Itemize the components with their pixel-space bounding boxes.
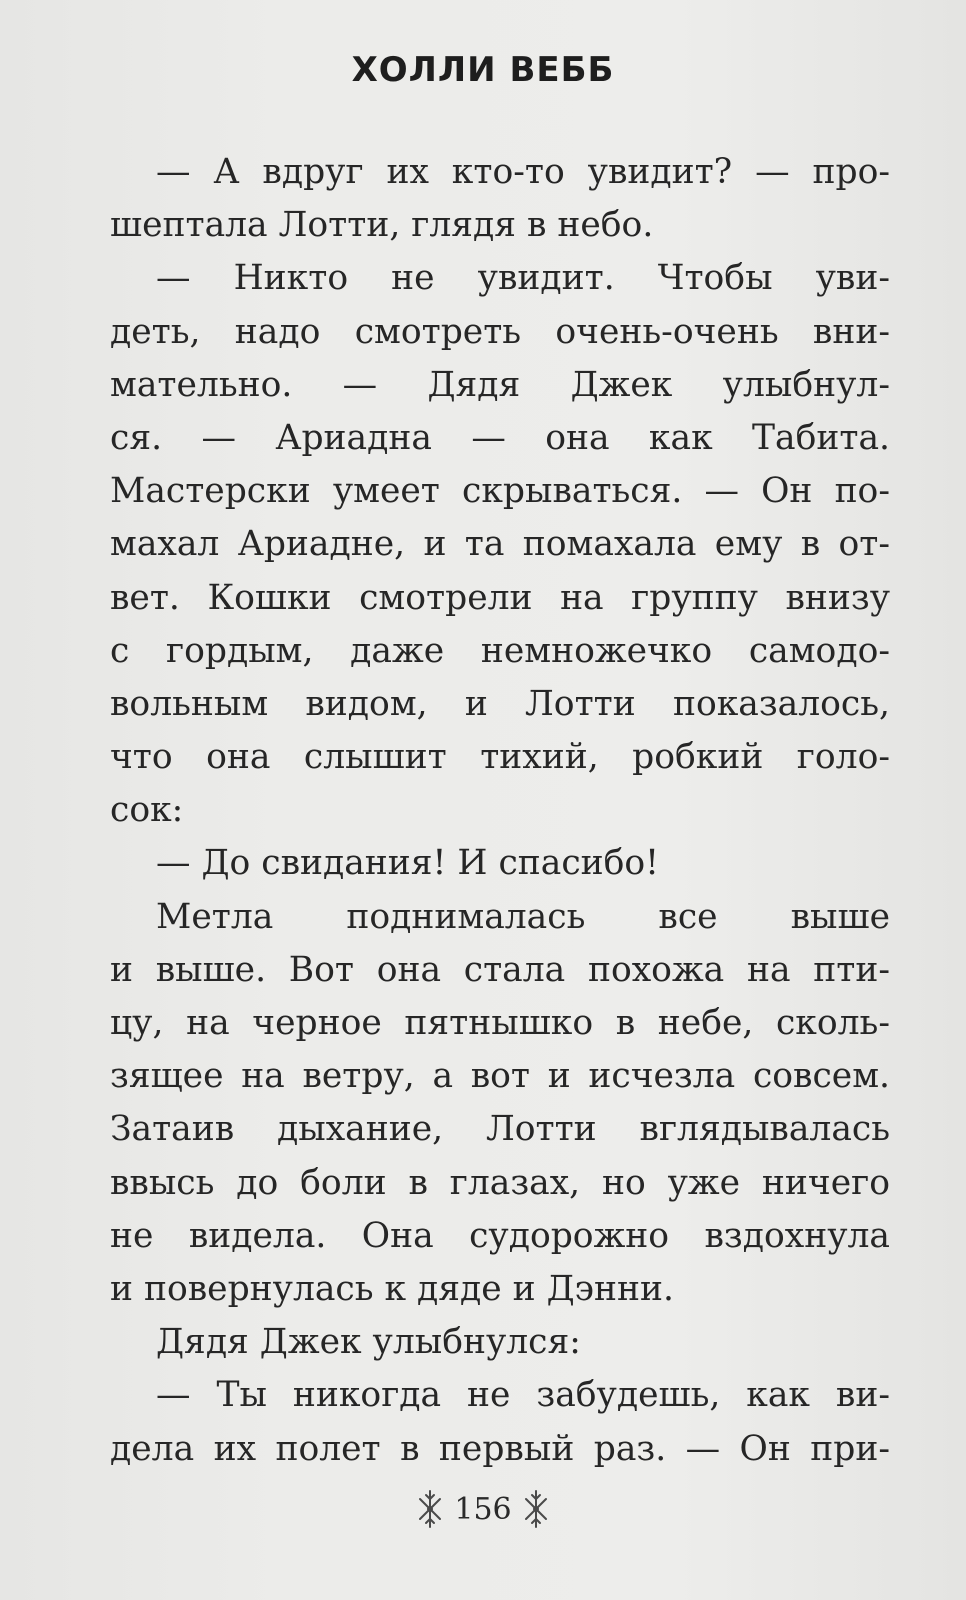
- text-line: сок:: [110, 790, 184, 831]
- snowflake-ornament-icon: [522, 1487, 550, 1531]
- text-line: вольным видом, и Лотти показалось,: [110, 683, 890, 724]
- text-line: деть, надо смотреть очень-очень вни-: [110, 311, 890, 352]
- text-line: дела их полет в первый раз. — Он при-: [110, 1428, 890, 1469]
- page-number: 156: [454, 1491, 512, 1527]
- text-line: Мастерски умеет скрываться. — Он по-: [110, 471, 890, 512]
- text-line: Затаив дыхание, Лотти вглядывалась: [110, 1109, 890, 1150]
- text-line: шептала Лотти, глядя в небо.: [110, 205, 654, 246]
- running-header: ХОЛЛИ ВЕББ: [351, 50, 615, 90]
- text-line: что она слышит тихий, робкий голо-: [110, 737, 890, 778]
- text-line: махал Ариадне, и та помахала ему в от-: [110, 524, 890, 565]
- text-line: и повернулась к дяде и Дэнни.: [110, 1268, 674, 1309]
- snowflake-ornament-icon: [416, 1487, 444, 1531]
- page-footer: [0, 1487, 966, 1531]
- text-line: ввысь до боли в глазах, но уже ничего: [110, 1162, 890, 1203]
- text-line: Дядя Джек улыбнулся:: [156, 1322, 581, 1363]
- text-line: зящее на ветру, а вот и исчезла совсем.: [110, 1056, 890, 1097]
- text-line: вет. Кошки смотрели на группу внизу: [110, 577, 890, 618]
- text-line: — Никто не увидит. Чтобы уви-: [156, 258, 890, 299]
- text-line: цу, на черное пятнышко в небе, сколь-: [110, 1003, 890, 1043]
- text-line: Метла поднималась все выше: [156, 896, 890, 937]
- text-line: ся. — Ариадна — она как Табита.: [110, 417, 890, 458]
- text-line: и выше. Вот она стала похожа на пти-: [110, 949, 890, 990]
- text-line: — До свидания! И спасибо!: [156, 843, 660, 884]
- text-line: — Ты никогда не забудешь, как ви-: [156, 1375, 890, 1416]
- text-line: — А вдруг их кто-то увидит? — про-: [156, 152, 890, 192]
- text-line: не видела. Она судорожно вздохнула: [110, 1215, 890, 1256]
- text-line: мательно. — Дядя Джек улыбнул-: [110, 364, 890, 405]
- text-line: с гордым, даже немножечко самодо-: [110, 630, 890, 671]
- body-text: [110, 146, 890, 1476]
